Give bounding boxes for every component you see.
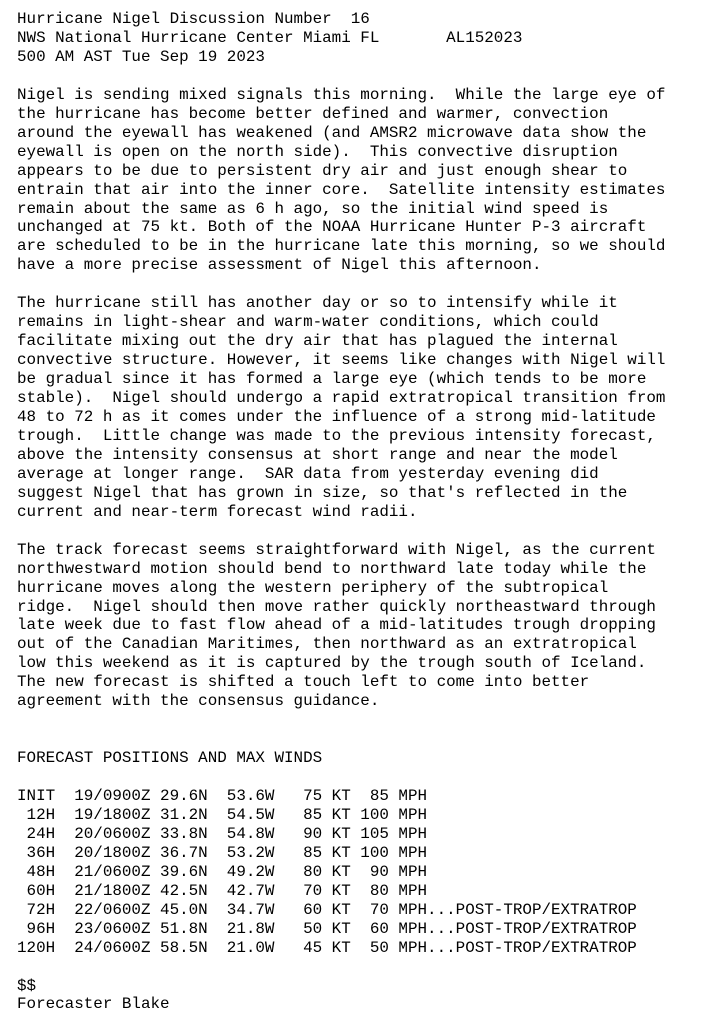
text-line: stable). Nigel should undergo a rapid extratropical transition from [17,389,666,408]
forecaster-signature: Forecaster Blake [17,995,170,1014]
text-line: have a more precise assessment of Nigel this afternoon. [17,256,542,275]
text-line: The new forecast is shifted a touch left to come into better [17,673,590,692]
spacer [17,768,719,787]
text-line: hurricane moves along the western periphery of the subtropical [17,578,609,597]
text-line: eyewall is open on the north side). This convective disruption [17,142,618,161]
text-line: out of the Canadian Maritimes, then northward as an extratropical [17,635,637,654]
forecast-row: 48H 21/0600Z 39.6N 49.2W 80 KT 90 MPH [17,862,428,881]
text-line: agreement with the consensus guidance. [17,692,380,711]
text-line: remains in light-shear and warm-water conditions, which could [17,313,599,332]
text-line: above the intensity consensus at short range and near the model [17,445,618,464]
forecast-row: 24H 20/0600Z 33.8N 54.8W 90 KT 105 MPH [17,824,428,843]
text-line: unchanged at 75 kt. Both of the NOAA Hurricane Hunter P-3 aircraft [17,218,647,237]
text-line: The hurricane still has another day or so to intensify while it [17,294,618,313]
text-line: appears to be due to persistent dry air and just enough shear to [17,161,628,180]
forecast-row: 12H 19/1800Z 31.2N 54.5W 85 KT 100 MPH [17,805,428,824]
forecast-row: 96H 23/0600Z 51.8N 21.8W 50 KT 60 MPH...POST-TROP/EXTRATROP [17,919,637,938]
forecast-row: 72H 22/0600Z 45.0N 34.7W 60 KT 70 MPH...POST-TROP/EXTRATROP [17,900,637,919]
text-line: current and near-term forecast wind radii. [17,502,418,521]
header [17,10,719,67]
text-line: convective structure. However, it seems like changes with Nigel will [17,351,666,370]
text-line: be gradual since it has formed a large eye (which tends to be more [17,370,647,389]
text-line: are scheduled to be in the hurricane late this morning, so we should [17,237,666,256]
text-line: late week due to fast flow ahead of a mid-latitudes trough dropping [17,616,656,635]
forecast-heading: FORECAST POSITIONS AND MAX WINDS [17,749,323,768]
footer [17,977,719,1015]
text-line: low this weekend as it is captured by the trough south of Iceland. [17,654,647,673]
text-line: trough. Little change was made to the previous intensity forecast, [17,426,656,445]
forecast-row: 60H 21/1800Z 42.5N 42.7W 70 KT 80 MPH [17,881,428,900]
text-line: northwestward motion should bend to northward late today while the [17,559,647,578]
spacer [17,67,719,86]
issue-datetime: 500 AM AST Tue Sep 19 2023 [17,47,265,66]
text-line: entrain that air into the inner core. Satellite intensity estimates [17,180,666,199]
forecast-table [17,787,719,958]
discussion-title: Hurricane Nigel Discussion Number 16 [17,10,370,28]
issuing-office: NWS National Hurricane Center Miami FL AL152023 [17,28,523,47]
spacer [17,275,719,294]
spacer [17,522,719,541]
text-line: average at longer range. SAR data from yesterday evening did [17,464,599,483]
end-marker: $$ [17,976,37,995]
text-line: the hurricane has become better defined and warmer, convection [17,104,609,123]
text-line: ridge. Nigel should then move rather quickly northeastward through [17,597,656,616]
text-line: The track forecast seems straightforward with Nigel, as the current [17,540,656,559]
text-line: around the eyewall has weakened (and AMSR2 microwave data show the [17,123,647,142]
forecast-row: 36H 20/1800Z 36.7N 53.2W 85 KT 100 MPH [17,843,428,862]
text-line: suggest Nigel that has grown in size, so that's reflected in the [17,483,628,502]
forecast-row: 120H 24/0600Z 58.5N 21.0W 45 KT 50 MPH...POST-TROP/EXTRATROP [17,938,637,957]
spacer [17,711,719,749]
forecast-section [17,749,719,957]
text-line: remain about the same as 6 h ago, so the initial wind speed is [17,199,609,218]
text-line: Nigel is sending mixed signals this morning. While the large eye of [17,85,666,104]
text-line: facilitate mixing out the dry air that has plagued the internal [17,332,618,351]
text-line: 48 to 72 h as it comes under the influence of a strong mid-latitude [17,407,656,426]
paragraph-intensity-forecast [17,294,719,521]
paragraph-current-intensity [17,86,719,276]
paragraph-track-forecast [17,541,719,712]
spacer [17,958,719,977]
forecast-row: INIT 19/0900Z 29.6N 53.6W 75 KT 85 MPH [17,787,428,805]
